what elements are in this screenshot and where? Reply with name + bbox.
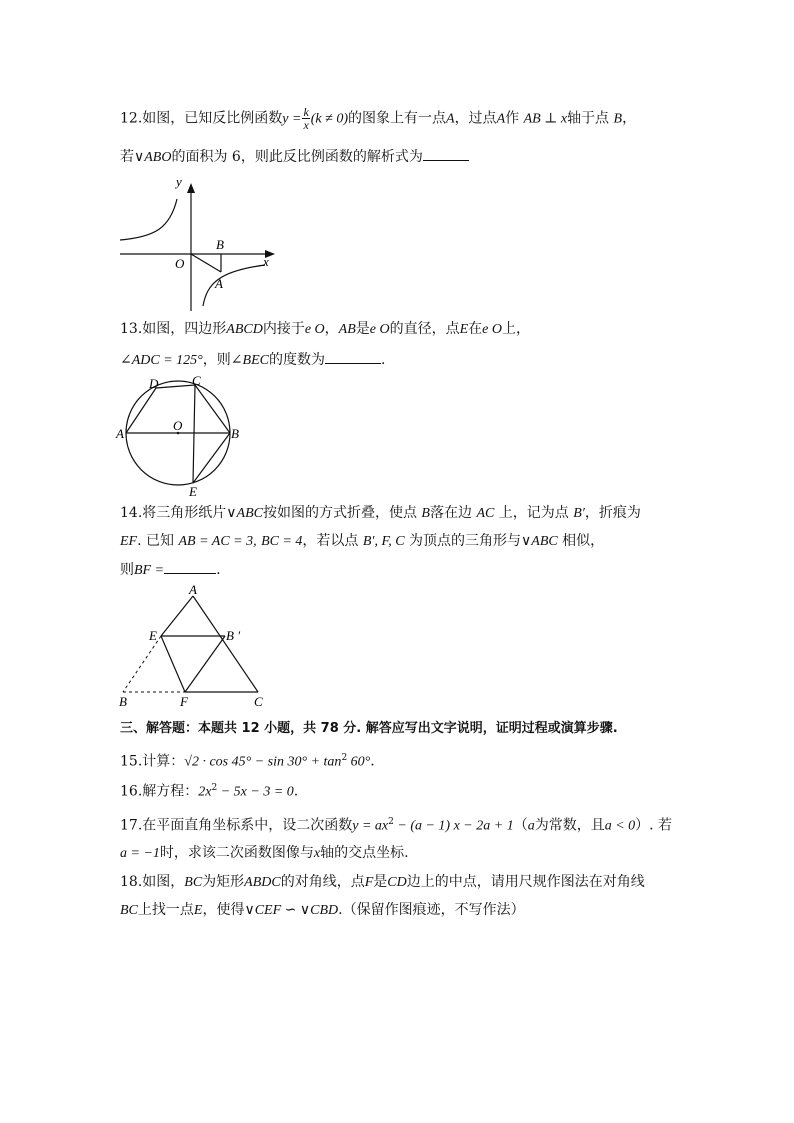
q14-ac: AC: [476, 506, 495, 521]
q12-point-a2: A: [496, 111, 506, 127]
label-b: B: [119, 694, 127, 709]
q16-expr-b: − 5x − 3 = 0: [217, 784, 294, 800]
q12-perp: AB ⊥ x: [523, 111, 568, 127]
q17-exp: 2: [388, 817, 394, 827]
hyperbola-branch-lower: [203, 265, 265, 306]
q14-text-h: 为顶点的三角形与: [409, 533, 522, 549]
q13-angle-adc: ∠ADC = 125°: [120, 353, 203, 368]
q18-bc: BC: [184, 875, 203, 890]
q14-points: B′, F, C: [362, 534, 405, 549]
q13-period: .: [380, 352, 386, 368]
q13-text-f: 在: [468, 321, 483, 337]
crease-ef: [161, 636, 185, 692]
q13-answer-blank[interactable]: [325, 349, 381, 364]
q17-text-c: 为常数，且: [534, 817, 605, 834]
q13-text-g: 上，: [501, 321, 530, 337]
q14-text-a: 14.将三角形纸片: [120, 505, 227, 521]
segment-ae: [161, 596, 193, 636]
q12-text-b: 的图象上有一点: [348, 110, 446, 127]
q13-text-i: 的度数为: [268, 352, 325, 368]
q14-text-f: . 已知: [137, 533, 175, 549]
q13-circle-o2: e O: [369, 322, 390, 337]
label-a: A: [215, 276, 223, 291]
q12-eq-y: y =: [282, 111, 302, 127]
q18-text-a: 18.如图，: [120, 874, 185, 890]
q14-bf: BF =: [134, 563, 165, 578]
segment-ac: [193, 596, 258, 692]
q16-expr-a: 2x: [198, 784, 212, 800]
q12-figure: [115, 173, 280, 313]
q18-text-e: 边上的中点，请用尺规作图法在对角线: [406, 874, 645, 890]
q18-text-c: 的对角线，点: [280, 874, 365, 890]
q14-line2: [120, 531, 604, 552]
q13-quad: ABCD: [226, 322, 263, 337]
q14-text-g: ，若以点: [302, 533, 359, 549]
label-a: A: [116, 426, 124, 441]
q15-expr-a: √2 · cos 45° − sin 30° + tan: [184, 754, 342, 770]
q17-text-f: 轴的交点坐标.: [320, 845, 409, 861]
q17-a-value: a = −1: [120, 846, 160, 861]
q14-text-b: 按如图的方式折叠，使点: [262, 505, 417, 521]
q17-text-a: 17.在平面直角坐标系中，设二次函数: [120, 817, 353, 834]
q12-answer-blank[interactable]: [423, 146, 469, 161]
label-x: x: [263, 254, 269, 269]
q13-circle-o: e O: [304, 322, 325, 337]
label-c: C: [254, 694, 263, 709]
q18-text-h: .（保留作图痕迹，不写作法）: [338, 902, 525, 918]
q13-text-d: 是: [355, 321, 370, 337]
q14-ef: EF: [120, 534, 138, 549]
label-b: B: [231, 426, 239, 441]
q12-line1: [120, 106, 636, 131]
q12-text-d: 作: [505, 110, 520, 127]
q17-a: a: [527, 818, 535, 834]
q13-circle-o3: e O: [482, 322, 502, 337]
q14-answer-blank[interactable]: [164, 559, 216, 574]
q13-text-a: 13.如图，四边形: [120, 321, 227, 337]
hyperbola-branch-upper: [120, 199, 177, 240]
label-e: E: [149, 628, 157, 643]
q14-text-d: 上，记为点: [498, 505, 569, 521]
q18-text-f: 上找一点: [137, 902, 194, 918]
q12-text-f: ，: [622, 110, 637, 127]
dashed-eb: [123, 636, 161, 692]
q13-ab: AB: [338, 322, 356, 337]
q13-figure: [115, 373, 245, 498]
q17-text-d: ）. 若: [635, 817, 673, 834]
q18-text-g: ，使得: [202, 902, 245, 918]
label-b: B: [216, 237, 224, 252]
q14-figure: [115, 582, 275, 710]
label-e: E: [189, 484, 197, 498]
q17-line2: [120, 843, 409, 864]
q12-frac-num: k: [303, 105, 309, 119]
q14-eq2: BC = 4: [261, 534, 303, 549]
label-a: A: [189, 582, 197, 597]
q17-text-b: （: [513, 817, 528, 834]
q13-text-c: ，: [324, 321, 339, 337]
q18-text-b: 为矩形: [202, 874, 245, 890]
q12-text-e: 轴于点: [567, 110, 610, 127]
q17-eq-b: − (a − 1) x − 2a + 1: [393, 818, 514, 834]
q12-condition: (k ≠ 0): [310, 111, 348, 127]
label-o: O: [173, 418, 183, 433]
q18-similar: ∨CEF ∽ ∨CBD: [244, 903, 339, 918]
q12-point-b: B: [613, 111, 623, 127]
q18-line1: [120, 872, 645, 893]
q17-eq-a: y = ax: [352, 818, 389, 834]
q14-triangle2: ∨ABC: [521, 534, 558, 549]
q15-end: .: [370, 753, 375, 770]
label-f: F: [180, 694, 188, 709]
label-o: O: [175, 256, 185, 271]
q16-end: .: [293, 783, 299, 800]
q12-text-a: 12.如图，已知反比例函数: [120, 110, 283, 127]
q15-line: [120, 748, 375, 773]
label-c: C: [192, 373, 201, 388]
q14-text-c: 落在边: [429, 505, 472, 521]
q16-line: [120, 778, 298, 803]
q14-line3: [120, 559, 221, 581]
section-3-heading: 三、解答题：本题共 12 小题，共 78 分. 解答应写出文字说明，证明过程或演算步骤.: [120, 721, 618, 736]
q12-fraction: [302, 106, 309, 131]
q18-e: E: [193, 903, 203, 918]
q16-prefix: 16.解方程：: [120, 783, 199, 800]
segment-oa: [191, 254, 221, 272]
q13-text-b: 内接于: [262, 321, 305, 337]
label-bp: B ′: [226, 628, 241, 643]
q14-b: B: [421, 506, 430, 521]
q15-expr-b: 60°: [347, 754, 371, 770]
q12-text-g: 若: [120, 149, 134, 165]
label-d: D: [149, 376, 159, 391]
segment-be: [193, 433, 230, 483]
q13-text-e: 的直径，点: [389, 321, 460, 337]
q17-cond: a < 0: [604, 818, 636, 834]
q18-text-d: 是: [373, 874, 388, 890]
q14-text-i: 相似，: [562, 533, 605, 549]
q17-x: x: [313, 846, 321, 861]
y-axis-arrow-icon: [187, 183, 195, 193]
label-y: y: [176, 174, 182, 189]
q14-triangle: ∨ABC: [226, 506, 263, 521]
q18-bc2: BC: [120, 903, 138, 918]
q18-line2: [120, 900, 525, 921]
q18-cd: CD: [387, 875, 407, 890]
q13-line2: [120, 349, 385, 371]
q14-line1: [120, 503, 641, 524]
q15-prefix: 15.计算：: [120, 753, 185, 770]
q18-f: F: [364, 875, 374, 890]
q17-line1: [120, 812, 672, 837]
q12-frac-den: x: [303, 118, 309, 132]
q12-triangle: ∨ABO: [134, 150, 172, 165]
q14-text-e: ，折痕为: [584, 505, 641, 521]
q16-exp: 2: [211, 783, 218, 793]
q13-e: E: [459, 322, 469, 337]
q15-exp: 2: [341, 753, 348, 763]
q17-text-e: 时，求该二次函数图像与: [159, 845, 314, 861]
q12-text-c: ，过点: [454, 110, 497, 127]
q13-line1: [120, 319, 530, 340]
q14-text-j: 则: [120, 562, 134, 578]
q18-abdc: ABDC: [244, 875, 281, 890]
segment-fbp: [185, 636, 225, 692]
q12-text-h: 的面积为 6，则此反比例函数的解析式为: [171, 149, 423, 165]
q12-line2: [120, 146, 469, 168]
q13-text-h: ，则: [202, 352, 231, 368]
q14-eq1: AB = AC = 3,: [178, 534, 257, 549]
segment-ce: [193, 385, 195, 483]
q14-bp: B′: [573, 506, 585, 521]
q12-point-a: A: [446, 111, 455, 127]
q13-angle-bec: ∠BEC: [230, 353, 269, 368]
q14-period: .: [216, 562, 221, 578]
